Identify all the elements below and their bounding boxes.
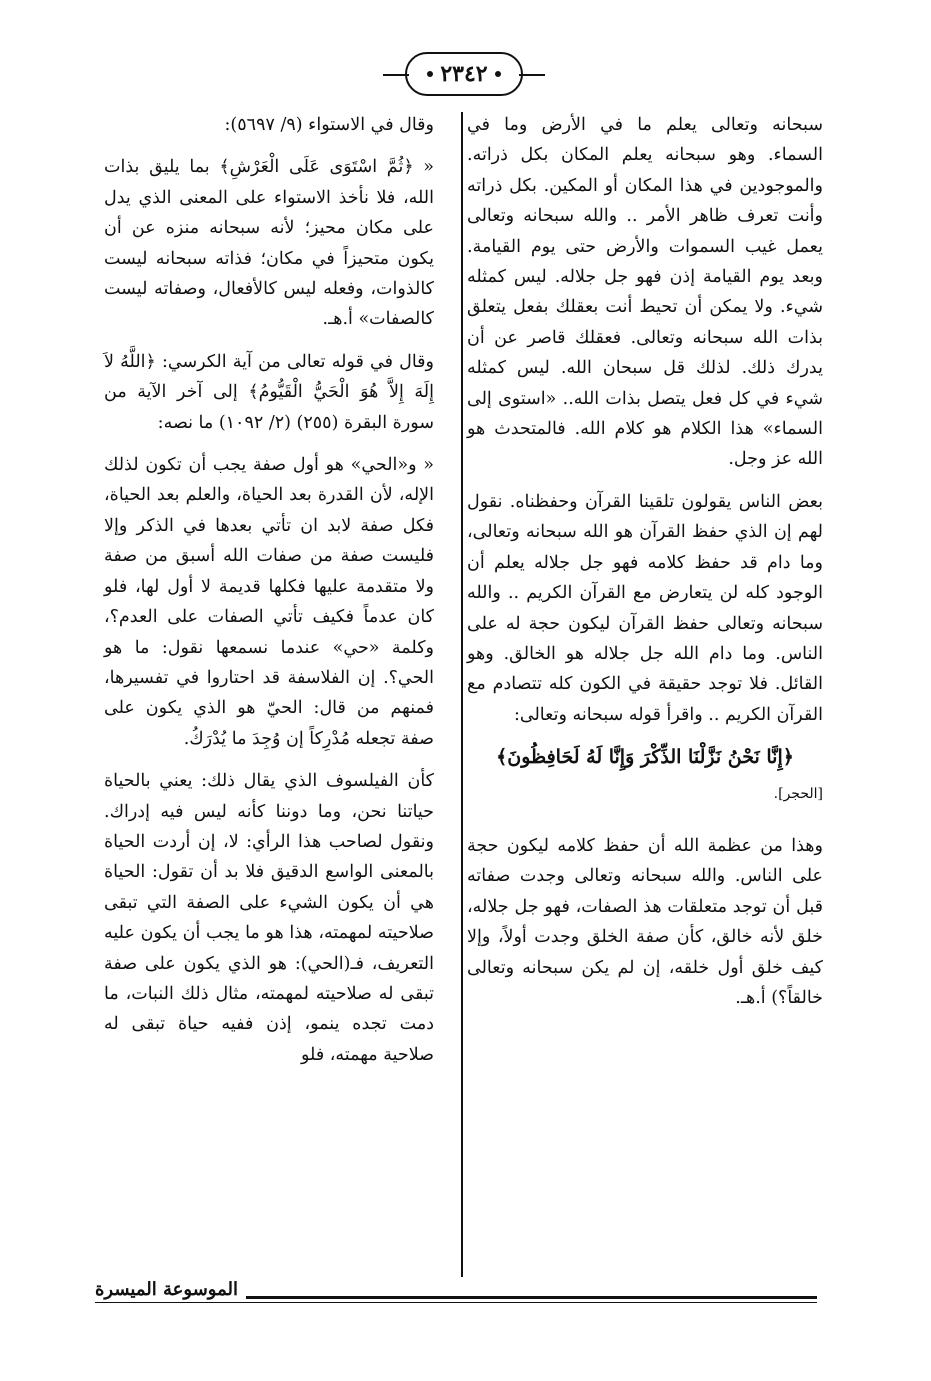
left-paragraph-5: كأن الفيلسوف الذي يقال ذلك: يعني بالحياة حياتنا نحن، وما دوننا كأنه ليس فيه إدراك. ونقول لصاحب هذا الرأي: لا، إن أردت الحياة بالمعنى الواسع الدقيق فلا بد أن تقول: الحياة هي أن يكون الشيء على الصفة التي تبقى صلاحيته لمهمته، هذا هو ما يجب أن يكون عليه التعريف، فـ(الحي): هو الذي يكون على صفة تبقى له صلاحيته لمهمته، مثال ذلك النبات، ما دمت تجده ينمو، إذن ففيه حياة تبقى له صلاحية مهمته، فلو — [104, 771, 434, 1065]
left-paragraph-1: وقال في الاستواء (٩/ ٥٦٩٧): — [224, 115, 434, 135]
right-paragraph-2: بعض الناس يقولون تلقينا القرآن وحفظناه. نقول لهم إن الذي حفظ القرآن هو الله سبحانه وتعالى، وما دام قد حفظ كلامه فهو جل جلاله يعلم أن الوجود كله لن يتعارض مع القرآن الكريم .. والله سبحانه وتعالى حفظ القرآن ليكون حجة له على الناس. وما دام الله جل جلاله هو الخالق. وهو القائل. فلا توجد حقيقة في الكون كله تتصادم مع القرآن الكريم .. واقرأ قوله سبحانه وتعالى: — [467, 491, 823, 725]
verse-reference: [الحجر]. — [773, 785, 823, 802]
page-number: ٢٣٤٢ — [440, 61, 488, 87]
quran-verse: ﴿إِنَّا نَحْنُ نَزَّلْنَا الذِّكْرَ وَإِنَّا لَهُ لَحَافِظُونَ﴾ — [496, 746, 794, 769]
right-paragraph-3: وهذا من عظمة الله أن حفظ كلامه ليكون حجة على الناس. والله سبحانه وتعالى وجدت صفاته قبل أن توجد متعلقات هذ الصفات، فهو جل جلاله، خلق لأنه خالق، كأن صفة الخلق وجدت أولاً، وإلا كيف خلق أول خلقه، إن لم يكن سبحانه وتعالى خالقاً؟) أ.هـ. — [467, 835, 823, 1008]
right-column — [467, 110, 823, 1025]
ornament-dot-icon — [427, 71, 433, 77]
ornament-dot-icon — [495, 71, 501, 77]
left-column — [104, 110, 434, 1082]
footer-rule-thin — [95, 1302, 817, 1303]
footer-title: الموسوعة الميسرة — [95, 1279, 246, 1300]
left-paragraph-3: وقال في قوله تعالى من آية الكرسي: ﴿اللَّهُ لاَ إِلَهَ إِلاَّ هُوَ الْحَيُّ الْقَيُّومُ﴾ إلى آخر الآية من سورة البقرة (٢٥٥) (٢/ ١٠٩٢) ما نصه: — [104, 351, 434, 433]
column-divider — [461, 112, 463, 1277]
left-paragraph-4: « و«الحي» هو أول صفة يجب أن تكون لذلك الإله، لأن القدرة بعد الحياة، والعلم بعد الحياة، فكل صفة لابد ان تأتي بعدها في الذكر وإلا فليست صفة من صفات الله أسبق من صفة ولا متقدمة عليها فكلها قديمة لا أول لها، فلو كان عدماً فكيف تأتي الصفات على العدم؟، وكلمة «حي» عندما نسمعها نقول: ما هو الحي؟. إن الفلاسفة قد احتاروا في تفسيرها، فمنهم من قال: الحيّ هو الذي يكون على صفة تجعله مُدْرِكاً إن وُجِدَ ما يُدْرَكُ. — [104, 455, 434, 749]
page-number-badge — [405, 52, 523, 96]
right-paragraph-1: سبحانه وتعالى يعلم ما في الأرض وما في السماء. وهو سبحانه يعلم المكان بكل ذراته. والموجودين في هذا المكان أو المكين. بكل ذراته وأنت تعرف ظاهر الأمر .. والله سبحانه وتعالى يعمل غيب السموات والأرض حتى يوم القيامة. وبعد يوم القيامة إذن فهو جل جلاله. ليس كمثله شيء. ولا يمكن أن تحيط أنت بعقلك بفعل يتعلق بذات الله سبحانه وتعالى. فعقلك قاصر عن أن يدرك ذلك. لذلك قل سبحان الله. ليس كمثله شيء في كل فعل يتصل بذات الله.. «استوى إلى السماء» هذا الكلام هو كلام الله. فالمتحدث هو الله عز وجل. — [467, 115, 823, 470]
left-paragraph-2: « ﴿ثُمَّ اسْتَوَى عَلَى الْعَرْشِ﴾ بما يليق بذات الله، فلا نأخذ الاستواء على المعنى الذي يدل على مكان محيز؛ لأنه سبحانه منزه عن أن يكون متحيزاً في مكان؛ فذاته سبحانه ليست كالذوات، وفعله ليس كالأفعال، وصفاته ليست كالصفات» أ.هـ. — [104, 157, 434, 330]
